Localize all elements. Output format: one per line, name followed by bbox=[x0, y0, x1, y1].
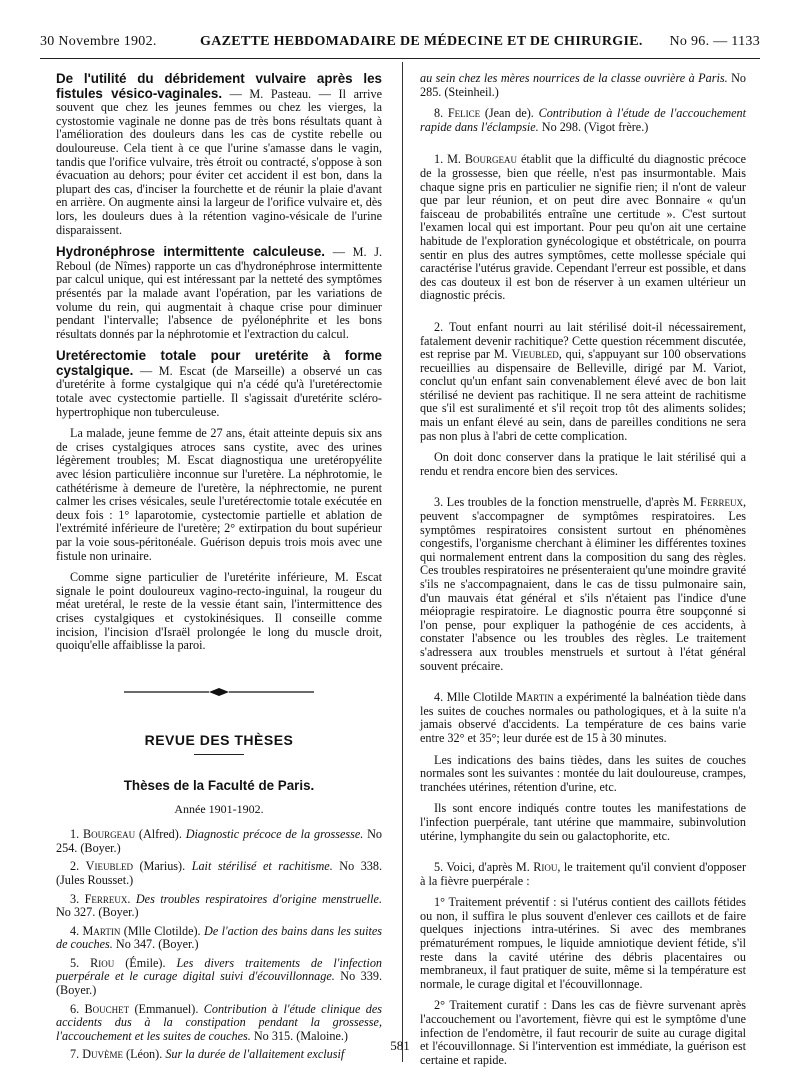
header-rule bbox=[40, 58, 760, 59]
body-text: a expérimenté la balnéation tiède dans les suites de couches normales ou pathologiques, et à la suite n'a jamais observé d'accidents. La température de ces bains varie entre 32° et 35°; leur durée est de 15 à 30 minutes. bbox=[420, 690, 747, 745]
thesis-number: 8. bbox=[434, 106, 444, 121]
page-number: 581 bbox=[390, 1038, 410, 1053]
thesis-number: 1. bbox=[70, 827, 80, 842]
lead-text: 1. M. bbox=[434, 152, 461, 167]
running-header bbox=[40, 34, 760, 56]
thesis-firstname: (Emmanuel). bbox=[134, 1001, 199, 1016]
review-paragraph-5 bbox=[420, 861, 746, 888]
thesis-firstname: (Léon). bbox=[126, 1047, 163, 1062]
paragraph: La malade, jeune femme de 27 ans, était atteinte depuis six ans de crises cystalgiques atroces sans cystite, avec des urines légèrement troubles; M. Escat diagnostiqua une uretéropyélite avec lésion particulière inconnue sur l'uretère. La néphrotomie, le cathétérisme à demeure de l'uretère, la néphrectomie, ne purent calmer les crises vésicales, seule l'uretérectomie totale exécutée en deux fois : 1° laparotomie, cystectomie partielle et ablation de l'extrémité inférieure de l'uretère; 2° extirpation du bout supérieur par la voie sous-péritonéale. Guérison depuis trois mois avec une fistule non urinaire. bbox=[56, 426, 382, 563]
section-text: rapporte un cas d'hydronéphrose intermittente par calcul unique, qui est intéressant par la netteté des symptômes présentés par la malade avant l'opération, par les variations de volume du rein, qui augmentait à chaque crise pour diminuer pendant l'intervalle; l'absence de pyélonéphrite et les bons résultats donnés par la néphrotomie et l'extraction du calcul. bbox=[56, 258, 382, 341]
revue-heading: REVUE DES THÈSES bbox=[144, 732, 294, 749]
thesis-number: 2. bbox=[70, 859, 80, 874]
thesis-entry bbox=[56, 925, 382, 952]
section-author: — M. Escat (de Marseille) bbox=[140, 363, 285, 378]
thesis-ref: No 327. (Boyer.) bbox=[56, 905, 139, 920]
thesis-title: Sur la durée de l'allaitement exclusif bbox=[165, 1047, 345, 1062]
thesis-firstname: (Émile). bbox=[125, 955, 166, 970]
thesis-entry bbox=[420, 107, 746, 134]
thesis-number: 5. bbox=[70, 955, 80, 970]
thesis-author: Martin bbox=[82, 923, 121, 938]
heading-rule bbox=[194, 754, 244, 755]
thesis-ref: No 315. (Maloine.) bbox=[253, 1028, 348, 1043]
thesis-entry bbox=[56, 893, 382, 920]
right-column bbox=[420, 72, 746, 1075]
section-title: Hydronéphrose intermittente calculeuse. bbox=[56, 244, 326, 260]
section-author: — M. Pasteau. — bbox=[229, 86, 331, 101]
thesis-entry bbox=[56, 828, 382, 855]
article-ureterectomie bbox=[56, 349, 382, 419]
author-name: Riou bbox=[533, 860, 558, 875]
thesis-firstname: (Mlle Clotilde). bbox=[123, 923, 201, 938]
ornament-rule-icon bbox=[124, 687, 314, 697]
thesis-title: De l'action des bains dans les suites de couches. bbox=[56, 923, 383, 952]
header-date: 30 Novembre 1902. bbox=[40, 34, 157, 49]
left-column bbox=[56, 72, 382, 1067]
section-text: a observé un cas d'uretérite à forme cystalgique qui n'a cédé qu'à l'uretérectomie totale avec cystectomie partielle. Il s'agissait d'uretérite scléro-hypertrophique non tuberculeuse. bbox=[56, 363, 383, 419]
body-text: établit que la difficulté du diagnostic précoce de la grossesse, bien que réelle, n'est pas insurmontable. Mais chaque signe pris en particulier ne signifie rien; il n'ont de valeur que par leur réunion, et on peut dire avec Bonnaire « qu'un faisceau de probabilités entraîne une certitude ». C'est surtout l'examen local qui est important. Pour peu qu'on ait une certaine habitude de l'exploration gynécologique et obstétricale, on pourra sentir en plus des autres symptômes, cette mollesse spéciale qui caractérise l'utérus gravide. Cependant l'erreur est possible, et dans des cas douteux il est bon de réserver à un examen ultérieur un diagnostic précis. bbox=[420, 152, 747, 303]
year-label: Année 1901-1902. bbox=[174, 801, 264, 816]
thesis-author: Felice bbox=[447, 106, 481, 121]
thesis-firstname: (Jean de). bbox=[484, 106, 534, 121]
header-issue-page: No 96. — 1133 bbox=[669, 34, 760, 49]
review-paragraph-4 bbox=[420, 691, 746, 745]
thesis-author: Vieubled bbox=[85, 859, 133, 874]
thesis-author: Bouchet bbox=[84, 1001, 130, 1016]
thesis-title: Lait stérilisé et rachitisme. bbox=[191, 859, 333, 874]
thesis-entry bbox=[56, 957, 382, 998]
thesis-author: Riou bbox=[90, 955, 115, 970]
theses-heading: Thèses de la Faculté de Paris. bbox=[123, 777, 315, 793]
thesis-ref: No 339. (Boyer.) bbox=[56, 969, 382, 998]
paragraph: 1° Traitement préventif : si l'utérus contient des caillots fétides ou non, il suffira le plus souvent d'enlever ces caillots et de faire quelques injections intra-utérines. Si avec des membranes prématurément rompues, le liquide amniotique devient fétide, s'il reste dans la cavité utérine des débris placentaires ou membraneux, il faut pratiquer de suite, même si la température est normale, le curage digital et l'écouvillonnage. bbox=[420, 895, 746, 991]
thesis-number: 3. bbox=[70, 891, 80, 906]
section-author: — M. J. Reboul (de Nîmes) bbox=[56, 245, 382, 273]
thesis-ref: No 285. (Steinheil.) bbox=[420, 71, 746, 99]
thesis-entry bbox=[56, 860, 382, 887]
theses-list bbox=[56, 828, 382, 1062]
thesis-title: Diagnostic précoce de la grossesse. bbox=[185, 827, 364, 842]
paragraph: 2° Traitement curatif : Dans les cas de fièvre survenant après l'accouchement ou l'avortement, fièvre qui est le symptôme d'une infection de l'endomètre, il faut recourir de suite au curage digital et l'écouvillonnage. Si l'intervention est immédiate, la guérison est certaine et rapide. bbox=[420, 998, 746, 1067]
lead-text: 2. Tout enfant nourri au lait stérilisé doit-il nécessairement, fatalement devenir rachitique? Cette question récemment discutée, est reprise par M. bbox=[420, 319, 746, 362]
section-title: Uretérectomie totale pour uretérite à forme cystalgique. bbox=[56, 348, 382, 378]
author-name: Bourgeau bbox=[464, 152, 518, 167]
review-paragraph-3 bbox=[420, 496, 746, 673]
author-name: Ferreux bbox=[700, 495, 743, 510]
body-text: , qui, s'appuyant sur 100 observations recueillies au dispensaire de Belleville, dirigé par M. Variot, conclut qu'un enfant sain convenablement élevé avec de bon lait stérilisé ne devient pas rachitique. Il ne sera atteint de rachitisme que s'il est suralimenté et s'il reçoit trop tôt des aliments solides; mais un enfant élevé au sein, dans de pareilles conditions ne sera pas non plus à l'abri de cette complication. bbox=[420, 347, 746, 443]
thesis-number: 6. bbox=[70, 1001, 80, 1016]
body-text: , peuvent s'accompagner de symptômes respiratoires. Les symptômes respiratoires consistent surtout en phénomènes congestifs, l'organisme cherchant à éliminer les différentes toxines qui normalement entrent dans la composition du sang des règles. Ces troubles respiratoires ne présenteraient qu'une moindre gravité s'ils ne s'accompagnaient, dans le cas de tissu pulmonaire sain, d'un mauvais état général et s'ils n'étaient pas l'indice d'une méiopragie respiratoire. Le diagnostic pourra être soupçonné si l'on pense, pour expliquer la pathogénie de ces accidents, à constater l'absence ou les troubles des règles. Le traitement s'adressera aux troubles menstruels et surtout à l'état général souvent précaire. bbox=[420, 495, 746, 673]
thesis-ref: No 347. (Boyer.) bbox=[115, 937, 199, 952]
lead-text: 5. Voici, d'après M. bbox=[434, 860, 530, 875]
article-hydronephrose bbox=[56, 245, 382, 341]
thesis-ref: No 254. (Boyer.) bbox=[56, 827, 383, 855]
header-journal-title: GAZETTE HEBDOMADAIRE DE MÉDECINE ET DE CHIRURGIE. bbox=[200, 34, 643, 49]
author-name: Martin bbox=[515, 690, 554, 705]
section-text: Il arrive souvent que chez les jeunes femmes ou chez les vierges, la cystostomie vaginale ne donne pas de très bons résultats quant à l'amélioration des douleurs dans les cas de cystite rebelle ou douloureuse. Cela tient à ce que l'urine s'amasse dans le vagin, tandis que l'orifice vulvaire, très étroit ou contracté, s'oppose à son évacuation au dehors; pour éviter cet accident il est bon, dans la plupart des cas, d'inciser la fourchette et de réunir la plaie d'avant en arrière. On augmente ainsi la largeur de l'orifice vulvaire et, dès lors, les douleurs dues à la rétention vagino-vésicale de l'urine disparaissent. bbox=[56, 86, 382, 237]
section-title: De l'utilité du débridement vulvaire après les fistules vésico-vaginales. bbox=[56, 71, 382, 101]
column-divider bbox=[402, 62, 403, 1062]
thesis-author: Duvème bbox=[82, 1047, 123, 1062]
thesis-ref: No 298. (Vigot frère.) bbox=[541, 119, 649, 134]
lead-text: 3. Les troubles de la fonction menstruelle, d'après M. bbox=[434, 495, 697, 510]
thesis-author: Bourgeau bbox=[82, 827, 136, 842]
thesis-title: Contribution à l'étude clinique des accidents dus à la constipation pendant la grossesse, l'accouchement et les suites de couches. bbox=[56, 1001, 382, 1043]
lead-text: 4. Mlle Clotilde bbox=[434, 690, 513, 705]
review-paragraph-1 bbox=[420, 153, 746, 303]
thesis-number: 4. bbox=[70, 923, 80, 938]
thesis-continuation bbox=[420, 72, 746, 99]
article-debridement bbox=[56, 72, 382, 237]
thesis-title: Contribution à l'étude de l'accouchement rapide dans l'éclampsie. bbox=[420, 106, 747, 134]
paragraph: Les indications des bains tièdes, dans les suites de couches normales sont les suivantes : montée du lait douloureuse, crampes, tranchées utérines, rétention d'urine, etc. bbox=[420, 752, 746, 794]
thesis-author: Ferreux. bbox=[84, 891, 131, 906]
paragraph: On doit donc conserver dans la pratique le lait stérilisé qui a rendu et rendra encore bien des services. bbox=[420, 450, 746, 478]
thesis-title: Les divers traitements de l'infection puerpérale et le curage digital suivi d'écouvillonnage. bbox=[56, 955, 383, 984]
paragraph: Comme signe particulier de l'uretérite inférieure, M. Escat signale le point douloureux vagino-recto-inguinal, la rougeur du méat uretéral, le reste de la vessie étant sain, l'intermittence des crises cystalgiques et cystokinésiques. Il conseille comme incision, l'incision d'Israël prolongée le long du muscle droit, quoiqu'elle affaiblisse la paroi. bbox=[56, 570, 382, 653]
thesis-number: 7. bbox=[70, 1047, 80, 1062]
thesis-firstname: (Alfred). bbox=[138, 827, 182, 842]
section-ornament bbox=[56, 687, 382, 701]
thesis-title: au sein chez les mères nourrices de la classe ouvrière à Paris. bbox=[420, 71, 728, 85]
thesis-ref: No 338. (Jules Rousset.) bbox=[56, 859, 383, 887]
body-text: , le traitement qu'il convient d'opposer à la fièvre puerpérale : bbox=[420, 860, 747, 888]
thesis-firstname: (Marius). bbox=[139, 859, 186, 874]
author-name: Vieubled bbox=[511, 347, 559, 362]
paragraph: Ils sont encore indiqués contre toutes les manifestations de l'infection puerpérale, tant utérine que mammaire, subinvolution utérine, lymphangite du sein ou galactophorite, etc. bbox=[420, 801, 746, 843]
thesis-title: Des troubles respiratoires d'origine menstruelle. bbox=[135, 891, 382, 906]
review-paragraph-2 bbox=[420, 321, 746, 443]
